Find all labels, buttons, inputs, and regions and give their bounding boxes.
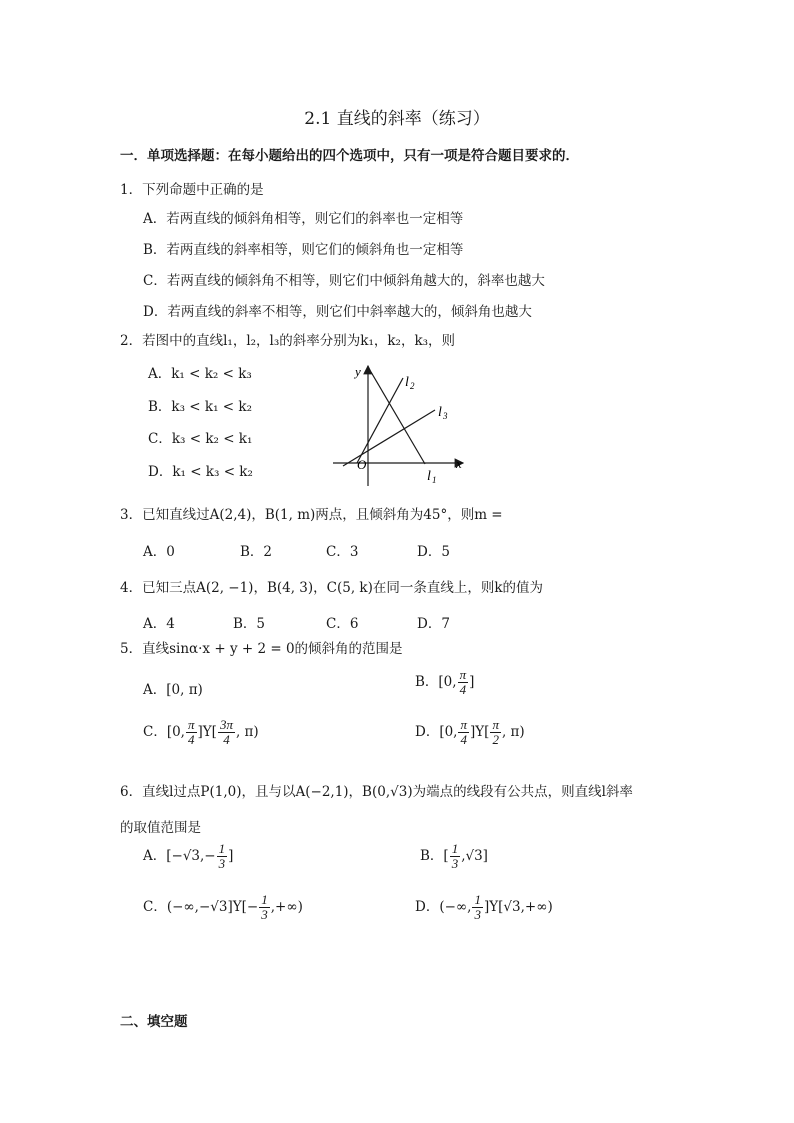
q2-option-b[interactable]: B．k₃ < k₁ < k₂: [148, 399, 252, 415]
question-4-stem: 4．已知三点A(2, −1)，B(4, 3)，C(5, k)在同一条直线上，则k的值为: [120, 580, 544, 596]
q5-option-c[interactable]: C．[0, $\frac{\pi}{4}$ ]Y[ $\frac{3\pi}{4}$ , π): [143, 717, 259, 747]
l3-subscript: 3: [443, 411, 448, 421]
question-3-stem: 3．已知直线过A(2,4)，B(1, m)两点，且倾斜角为45°，则m =: [120, 507, 503, 523]
line-l2: [357, 378, 403, 463]
q4-option-b[interactable]: B．5: [233, 616, 266, 632]
q2-option-a[interactable]: A．k₁ < k₂ < k₃: [148, 366, 252, 382]
question-5-stem: 5．直线sinα·x + y + 2 = 0的倾斜角的范围是: [120, 641, 403, 657]
x-label: x: [456, 456, 462, 471]
question-6-stem: 6．直线l过点P(1,0)，且与以A(−2,1)，B(0,√3)为端点的线段有公共点，则直线l斜率: [120, 784, 633, 800]
l2-label: l: [405, 375, 409, 390]
q3-option-b[interactable]: B．2: [240, 544, 273, 560]
line-l1: [371, 372, 425, 464]
q4-option-d[interactable]: D．7: [417, 616, 450, 632]
question-2-stem: 2．若图中的直线l₁，l₂，l₃的斜率分别为k₁，k₂，k₃，则: [120, 333, 456, 349]
question-6-stem-continued: 的取值范围是: [120, 820, 201, 836]
q6-option-c[interactable]: C．(−∞,−√3]Y[− $\frac{1}{3}$ ,+∞): [143, 892, 303, 922]
l1-label: l: [427, 469, 431, 484]
l1-subscript: 1: [432, 475, 437, 485]
q3-option-d[interactable]: D．5: [417, 544, 450, 560]
q6-option-a[interactable]: A．[−√3,− $\frac{1}{3}$ ]: [143, 841, 234, 871]
q3-option-a[interactable]: A．0: [143, 544, 175, 560]
q1-option-c[interactable]: C．若两直线的倾斜角不相等，则它们中倾斜角越大的，斜率也越大: [143, 273, 545, 289]
y-label: y: [355, 364, 361, 379]
line-slope-figure: [325, 358, 475, 490]
origin-label: O: [357, 457, 367, 472]
q5-option-a[interactable]: A．[0, π): [143, 682, 203, 698]
section-2-heading: 二、填空题: [120, 1014, 188, 1030]
q6-option-b[interactable]: B．[ $\frac{1}{3}$ ,√3]: [420, 841, 488, 871]
q1-option-a[interactable]: A．若两直线的倾斜角相等，则它们的斜率也一定相等: [143, 211, 464, 227]
q2-option-c[interactable]: C．k₃ < k₂ < k₁: [148, 431, 253, 447]
q1-option-b[interactable]: B．若两直线的斜率相等，则它们的倾斜角也一定相等: [143, 242, 464, 258]
q2-option-d[interactable]: D．k₁ < k₃ < k₂: [148, 464, 253, 480]
q5-option-d[interactable]: D．[0, $\frac{\pi}{4}$ ]Y[ $\frac{\pi}{2}$ , π): [415, 717, 525, 747]
question-1-stem: 1．下列命题中正确的是: [120, 182, 264, 198]
q4-option-c[interactable]: C．6: [326, 616, 359, 632]
l2-subscript: 2: [410, 381, 415, 391]
q5-option-b[interactable]: B．[0, $\frac{\pi}{4}$ ]: [415, 667, 475, 697]
q3-option-c[interactable]: C．3: [326, 544, 359, 560]
q4-option-a[interactable]: A．4: [143, 616, 175, 632]
l3-label: l: [438, 405, 442, 420]
q6-option-d[interactable]: D．(−∞, $\frac{1}{3}$ ]Y[√3,+∞): [415, 892, 553, 922]
q1-option-d[interactable]: D．若两直线的斜率不相等，则它们中斜率越大的，倾斜角也越大: [143, 304, 532, 320]
section-1-heading: 一．单项选择题：在每小题给出的四个选项中，只有一项是符合题目要求的．: [120, 148, 579, 164]
page-title: 2.1 直线的斜率（练习）: [304, 109, 490, 129]
